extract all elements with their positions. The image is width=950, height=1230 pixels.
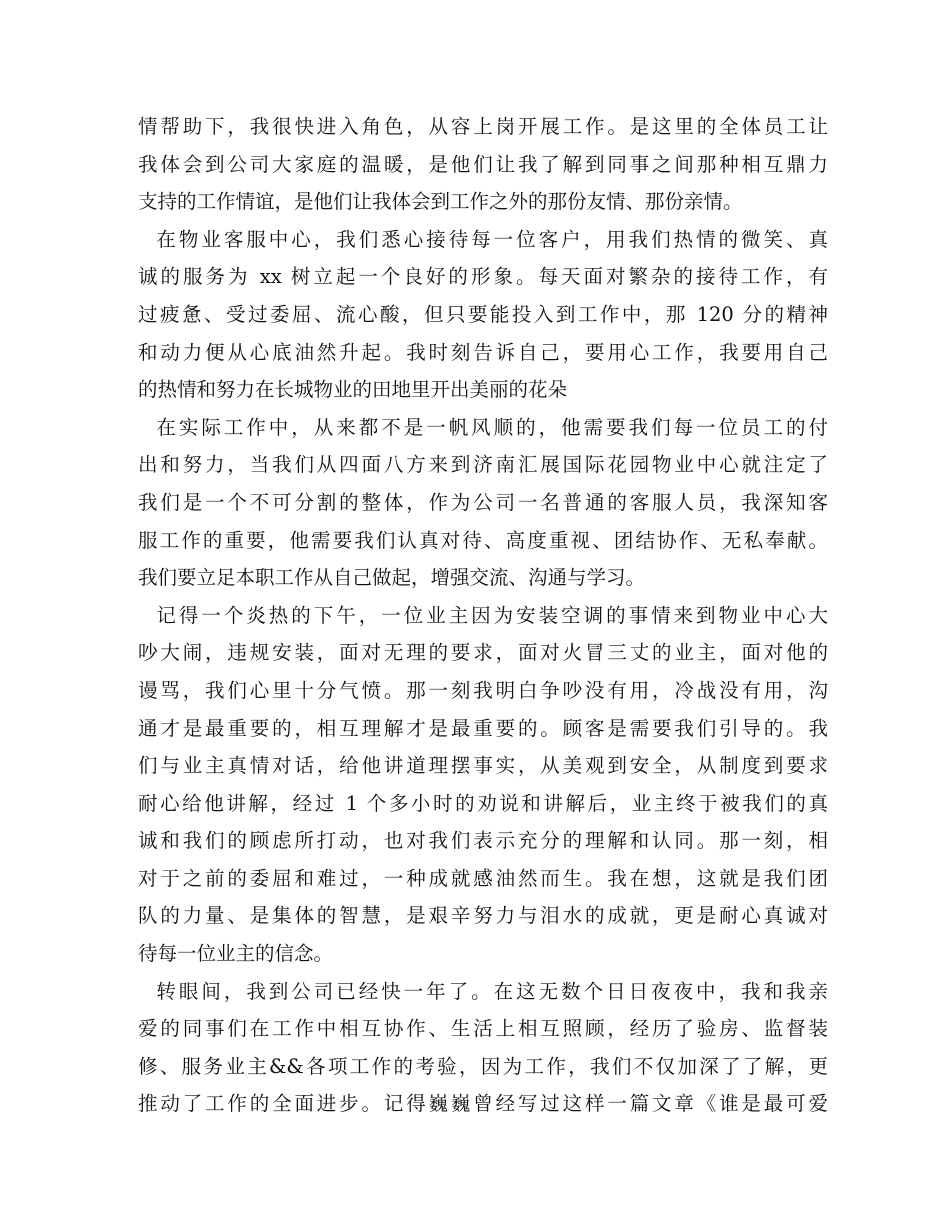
text-line: 诚的服务为 xx 树立起一个良好的形象。每天面对繁杂的接待工作，有 <box>138 265 828 289</box>
text-line: 通才是最重要的，相互理解才是最重要的。顾客是需要我们引导的。我 <box>138 716 828 740</box>
text-line: 耐心给他讲解，经过 1 个多小时的劝说和讲解后，业主终于被我们的真 <box>138 791 828 815</box>
text-line: 对于之前的委屈和难过，一种成就感油然而生。我在想，这就是我们团 <box>138 866 828 890</box>
text-line: 我们是一个不可分割的整体，作为公司一名普通的客服人员，我深知客 <box>138 490 828 514</box>
text-line: 和动力便从心底油然升起。我时刻告诉自己，要用心工作，我要用自己 <box>138 340 828 364</box>
text-line: 服工作的重要，他需要我们认真对待、高度重视、团结协作、无私奉献。 <box>138 528 828 552</box>
text-line: 在物业客服中心，我们悉心接待每一位客户，用我们热情的微笑、真 <box>138 227 828 251</box>
text-line: 推动了工作的全面进步。记得巍巍曾经写过这样一篇文章《谁是最可爱 <box>138 1092 828 1116</box>
document-body <box>138 108 828 1123</box>
text-line: 记得一个炎热的下午，一位业主因为安装空调的事情来到物业中心大 <box>138 603 828 627</box>
text-line: 修、服务业主&&各项工作的考验，因为工作，我们不仅加深了了解，更 <box>138 1054 828 1078</box>
text-line: 过疲惫、受过委屈、流心酸，但只要能投入到工作中，那 120 分的精神 <box>138 302 828 326</box>
text-line: 出和努力，当我们从四面八方来到济南汇展国际花园物业中心就注定了 <box>138 453 828 477</box>
text-line: 谩骂，我们心里十分气愤。那一刻我明白争吵没有用，冷战没有用，沟 <box>138 678 828 702</box>
text-line: 们与业主真情对话，给他讲道理摆事实，从美观到安全，从制度到要求 <box>138 754 828 778</box>
text-line: 队的力量、是集体的智慧，是艰辛努力与泪水的成就，更是耐心真诚对 <box>138 904 828 928</box>
text-line: 吵大闹，违规安装，面对无理的要求，面对火冒三丈的业主，面对他的 <box>138 641 828 665</box>
text-line: 在实际工作中，从来都不是一帆风顺的，他需要我们每一位员工的付 <box>138 415 828 439</box>
text-line: 诚和我们的顾虑所打动，也对我们表示充分的理解和认同。那一刻，相 <box>138 829 828 853</box>
text-line: 待每一位业主的信念。 <box>138 942 334 966</box>
text-line: 爱的同事们在工作中相互协作、生活上相互照顾，经历了验房、监督装 <box>138 1017 828 1041</box>
text-line: 情帮助下，我很快进入角色，从容上岗开展工作。是这里的全体员工让 <box>138 115 828 138</box>
text-line: 转眼间，我到公司已经快一年了。在这无数个日日夜夜中，我和我亲 <box>138 979 828 1003</box>
text-line: 我体会到公司大家庭的温暖，是他们让我了解到同事之间那种相互鼎力 <box>138 152 828 176</box>
text-line: 支持的工作情谊，是他们让我体会到工作之外的那份友情、那份亲情。 <box>138 190 743 214</box>
text-line: 的热情和努力在长城物业的田地里开出美丽的花朵 <box>138 378 568 402</box>
text-line: 我们要立足本职工作从自己做起，增强交流、沟通与学习。 <box>138 566 646 590</box>
